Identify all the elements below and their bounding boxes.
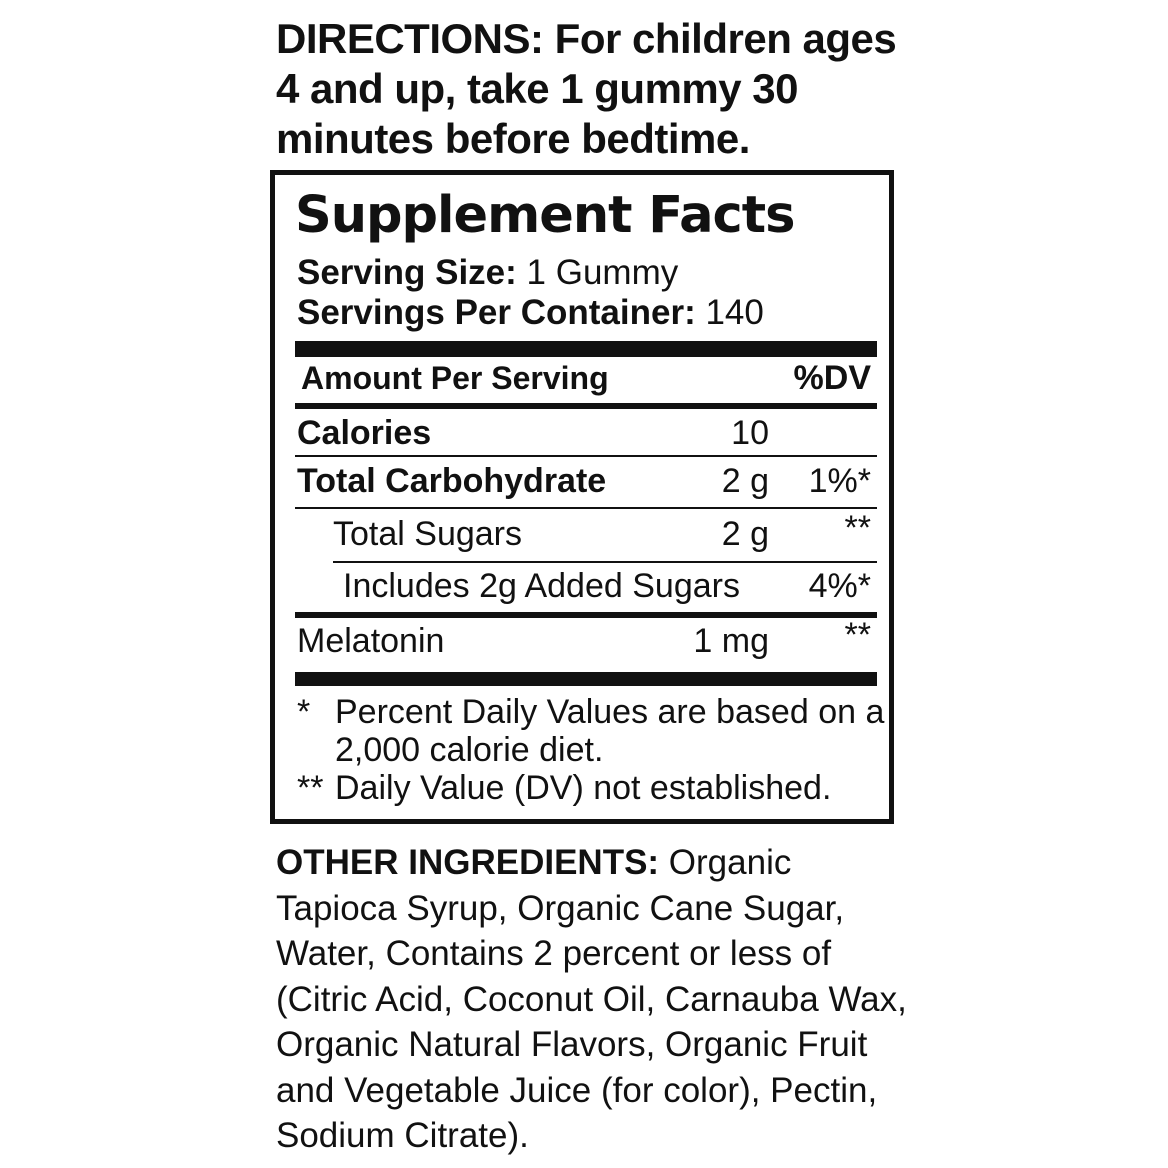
row-added-sugars-dv: 4%* — [808, 567, 871, 605]
footnote-2-text: Daily Value (DV) not established. — [335, 769, 832, 807]
thick-divider — [295, 341, 877, 357]
row-calories-amount: 10 — [731, 414, 769, 452]
medium-divider — [295, 403, 877, 409]
supplement-facts-panel — [270, 170, 894, 824]
row-calories-name: Calories — [297, 414, 432, 452]
row-added-sugars-name: Includes 2g Added Sugars — [343, 567, 740, 605]
serving-size-value: 1 Gummy — [526, 253, 679, 292]
row-divider — [333, 561, 877, 563]
serving-size-label: Serving Size: — [297, 253, 517, 292]
directions-text: DIRECTIONS: For children ages 4 and up, take 1 gummy 30 minutes before bedtime. — [276, 15, 897, 162]
row-melatonin-amount: 1 mg — [693, 622, 769, 660]
row-total-carbohydrate-name: Total Carbohydrate — [297, 462, 607, 500]
footnote-1-line-1: Percent Daily Values are based on a — [335, 693, 885, 731]
servings-per-container-label: Servings Per Container: — [297, 293, 696, 332]
thick-divider — [295, 672, 877, 686]
header-dv: %DV — [793, 359, 871, 397]
serving-size — [297, 253, 678, 293]
ingredients-label: OTHER INGREDIENTS: — [276, 843, 660, 882]
servings-per-container — [297, 293, 764, 333]
footnote-2-mark: ** — [297, 769, 324, 807]
row-total-carbohydrate-dv: 1%* — [808, 462, 871, 500]
row-total-sugars-amount: 2 g — [721, 515, 769, 553]
other-ingredients — [276, 840, 916, 1159]
header-amount: Amount Per Serving — [301, 360, 609, 396]
row-total-carbohydrate-amount: 2 g — [721, 462, 769, 500]
footnote-1-mark: * — [297, 693, 311, 731]
row-melatonin-dv: ** — [844, 616, 871, 654]
facts-title: Supplement Facts — [295, 186, 795, 245]
ingredients-text: Organic Tapioca Syrup, Organic Cane Sugar, Water, Contains 2 percent or less of (Citric Acid, Coconut Oil, Carnauba Wax, Organic Natural Flavors, Organic Fruit and Vegetable Juice (for color), Pectin, Sodium Citrate). — [276, 843, 907, 1155]
row-divider — [295, 455, 877, 457]
footnote-1-line-2: 2,000 calorie diet. — [335, 731, 604, 769]
row-total-sugars-dv: ** — [844, 509, 871, 547]
row-melatonin-name: Melatonin — [297, 622, 445, 660]
servings-per-container-value: 140 — [705, 293, 764, 332]
row-total-sugars-name: Total Sugars — [333, 515, 522, 553]
